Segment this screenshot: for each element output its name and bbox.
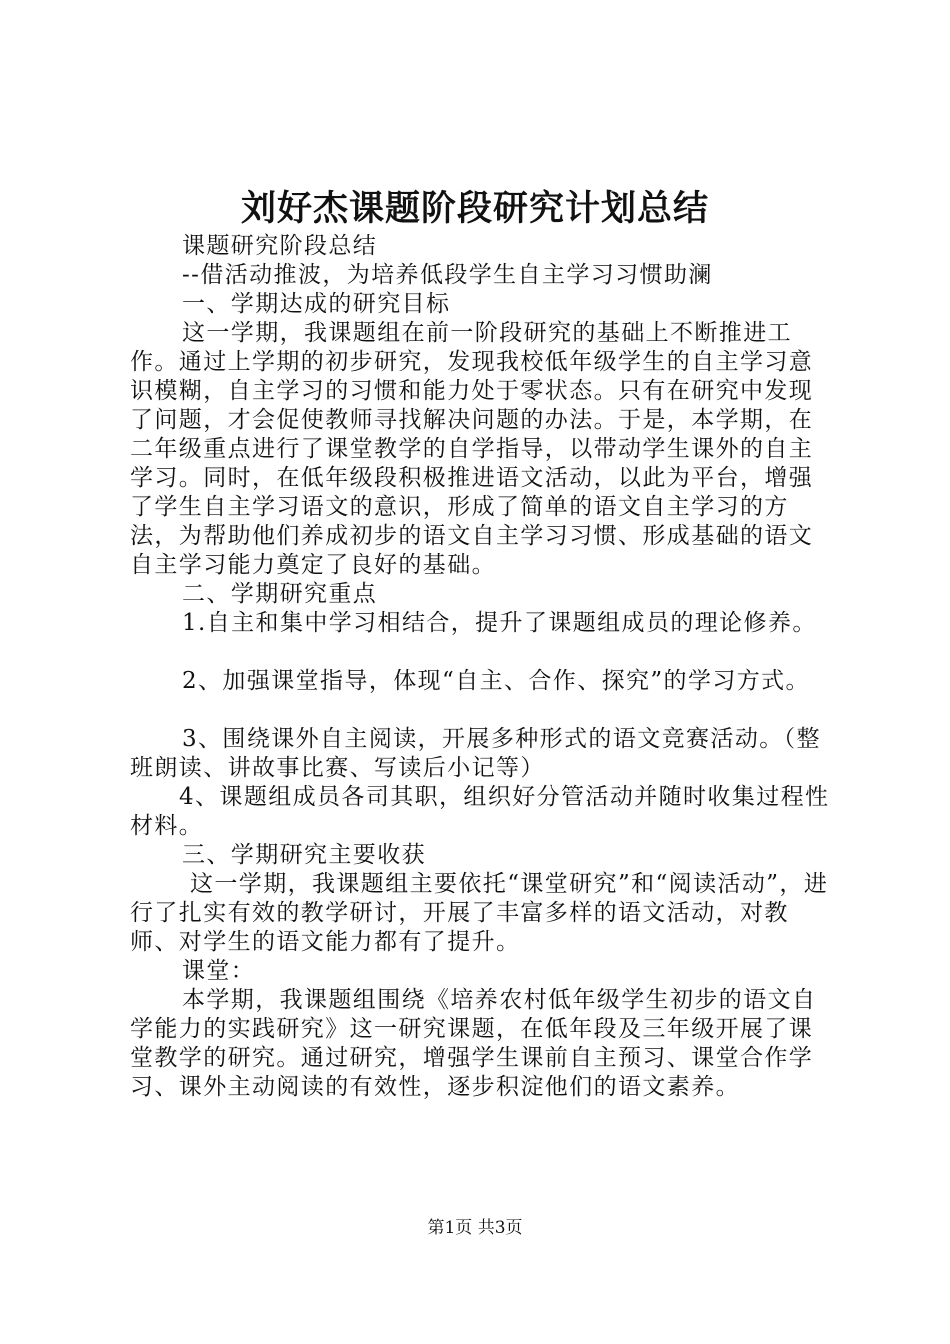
point-3: 3、围绕课外自主阅读，开展多种形式的语文竞赛活动。（整班朗读、讲故事比赛、写读后小记等） [130, 726, 821, 781]
point-1: 1.自主和集中学习相结合，提升了课题组成员的理论修养。 [182, 610, 817, 636]
subtitle-1: 课题研究阶段总结 [182, 233, 378, 259]
section-2-heading: 二、学期研究重点 [182, 581, 378, 607]
classroom-label: 课堂： [182, 958, 256, 984]
document-title: 刘好杰课题阶段研究计划总结 [240, 188, 709, 229]
spacer [130, 638, 830, 667]
page-indicator: 第1页 共3页 [427, 1218, 523, 1238]
document-body [130, 232, 830, 1102]
section-1-heading: 一、学期达成的研究目标 [182, 291, 451, 317]
section-3-heading: 三、学期研究主要收获 [182, 842, 426, 868]
subtitle-2: --借活动推波，为培养低段学生自主学习习惯助澜 [182, 262, 713, 288]
point-4: 4、课题组成员各司其职，组织好分管活动并随时收集过程性材料。 [130, 784, 830, 839]
section-1-paragraph: 这一学期，我课题组在前一阶段研究的基础上不断推进工作。通过上学期的初步研究，发现我校低年级学生的自主学习意识模糊，自主学习的习惯和能力处于零状态。只有在研究中发现了问题，才会促使教师寻找解决问题的办法。于是，本学期，在二年级重点进行了课堂教学的自学指导，以带动学生课外的自主学习。同时，在低年级段积极推进语文活动，以此为平台，增强了学生自主学习语文的意识，形成了简单的语文自主学习的方法，为帮助他们养成初步的语文自主学习习惯、形成基础的语文自主学习能力奠定了良好的基础。 [130, 320, 814, 578]
section-3-paragraph: 这一学期，我课题组主要依托“课堂研究”和“阅读活动”，进行了扎实有效的教学研讨，开展了丰富多样的语文活动，对教师、对学生的语文能力都有了提升。 [130, 871, 829, 955]
classroom-paragraph: 本学期，我课题组围绕《培养农村低年级学生初步的语文自学能力的实践研究》这一研究课题，在低年段及三年级开展了课堂教学的研究。通过研究，增强学生课前自主预习、课堂合作学习、课外主动阅读的有效性，逐步积淀他们的语文素养。 [130, 987, 817, 1100]
point-2: 2、加强课堂指导，体现“自主、合作、探究”的学习方式。 [182, 668, 810, 694]
spacer [130, 696, 830, 725]
